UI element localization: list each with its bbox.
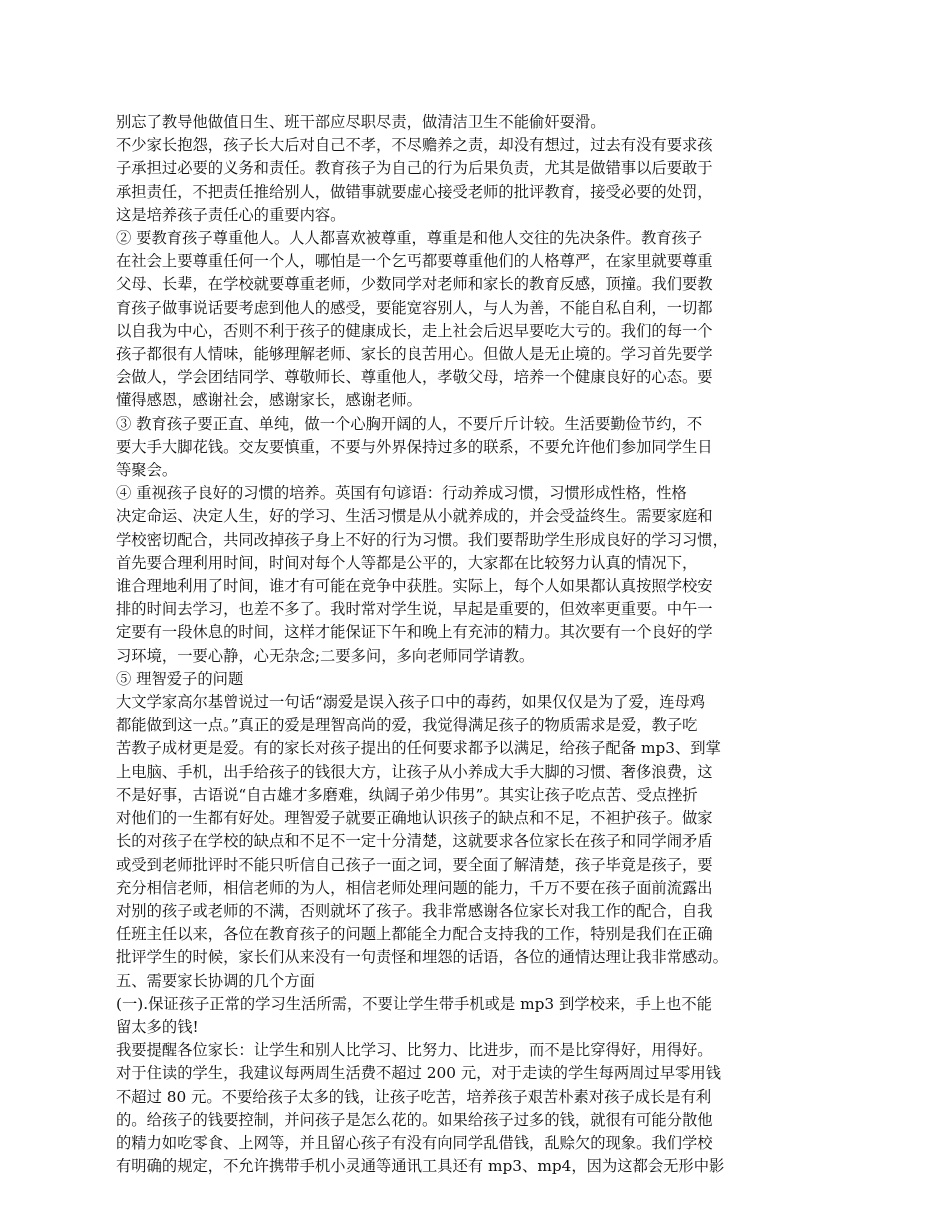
text-line: 或受到老师批评时不能只听信自己孩子一面之词，要全面了解清楚，孩子毕竟是孩子，要 — [116, 855, 713, 874]
text-line: 承担责任，不把责任推给别人，做错事就要虚心接受老师的批评教育，接受必要的处罚， — [116, 182, 713, 201]
text-line: 要大手大脚花钱。交友要慎重，不要与外界保持过多的联系，不要允许他们参加同学生日 — [116, 437, 713, 456]
paragraph — [116, 134, 860, 227]
text-line: 对他们的一生都有好处。理智爱子就要正确地认识孩子的缺点和不足，不袒护孩子。做家 — [116, 809, 713, 828]
text-line: 育孩子做事说话要考虑到他人的感受，要能宽容别人，与人为善，不能自私自利，一切都 — [116, 298, 713, 317]
text-line: 不少家长抱怨，孩子长大后对自己不孝，不尽赡养之责，却没有想过，过去有没有要求孩 — [116, 136, 713, 155]
paragraph — [116, 227, 860, 413]
paragraph — [116, 1039, 860, 1178]
text-line: ④ 重视孩子良好的习惯的培养。英国有句谚语：行动养成习惯，习惯形成性格，性格 — [116, 484, 687, 503]
text-line: 排的时间去学习，也差不多了。我时常对学生说，早起是重要的，但效率更重要。中午一 — [116, 600, 713, 619]
text-line: 孩子都很有人情味，能够理解老师、家长的良苦用心。但做人是无止境的。学习首先要学 — [116, 345, 713, 364]
paragraph — [116, 668, 860, 691]
text-line: ⑤ 理智爱子的问题 — [116, 669, 244, 688]
text-line: 留太多的钱! — [116, 1017, 199, 1036]
text-line: ② 要教育孩子尊重他人。人人都喜欢被尊重，尊重是和他人交往的先决条件。教育孩子 — [116, 229, 703, 248]
text-line: 有明确的规定，不允许携带手机小灵通等通讯工具还有 mp3、mp4，因为这都会无形中影 — [116, 1157, 725, 1176]
text-line: 的精力如吃零食、上网等，并且留心孩子有没有向同学乱借钱，乱赊欠的现象。我们学校 — [116, 1133, 713, 1152]
text-line: 以自我为中心，否则不利于孩子的健康成长，走上社会后迟早要吃大亏的。我们的每一个 — [116, 321, 713, 340]
document-body — [116, 111, 860, 1178]
text-line: 充分相信老师，相信老师的为人，相信老师处理问题的能力，千万不要在孩子面前流露出 — [116, 878, 713, 897]
text-line: 苦教子成材更是爱。有的家长对孩子提出的任何要求都予以满足，给孩子配备 mp3、到掌 — [116, 739, 721, 758]
text-line: 会做人，学会团结同学、尊敬师长、尊重他人，孝敬父母，培养一个健康良好的心态。要 — [116, 368, 713, 387]
text-line: 这是培养孩子责任心的重要内容。 — [116, 205, 346, 224]
text-line: 习环境，一要心静，心无杂念;二要多问，多向老师同学请教。 — [116, 646, 535, 665]
paragraph — [116, 970, 860, 993]
text-line: 我要提醒各位家长：让学生和别人比学习、比努力、比进步，而不是比穿得好，用得好。 — [116, 1041, 713, 1060]
text-line: 大文学家高尔基曾说过一句话“溺爱是误入孩子口中的毒药，如果仅仅是为了爱，连母鸡 — [116, 693, 706, 712]
text-line: 任班主任以来，各位在教育孩子的问题上都能全力配合支持我的工作，特别是我们在正确 — [116, 925, 713, 944]
text-line: 决定命运、决定人生，好的学习、生活习惯是从小就养成的，并会受益终生。需要家庭和 — [116, 507, 713, 526]
text-line: (一).保证孩子正常的学习生活所需，不要让学生带手机或是 mp3 到学校来，手上也不能 — [116, 994, 712, 1013]
text-line: 别忘了教导他做值日生、班干部应尽职尽责，做清洁卫生不能偷奸耍滑。 — [116, 113, 606, 131]
text-line: 批评学生的时候，家长们从来没有一句责怪和埋怨的话语，各位的通情达理让我非常感动。 — [116, 948, 728, 967]
text-line: 等聚会。 — [116, 461, 178, 480]
paragraph — [116, 993, 860, 1039]
paragraph — [116, 111, 860, 134]
text-line: 对别的孩子或老师的不满，否则就坏了孩子。我非常感谢各位家长对我工作的配合，自我 — [116, 901, 713, 920]
text-line: ③ 教育孩子要正直、单纯，做一个心胸开阔的人，不要斤斤计较。生活要勤俭节约，不 — [116, 414, 703, 433]
text-line: 不是好事，古语说“自古雄才多磨难，纨阔子弟少伟男”。其实让孩子吃点苦、受点挫折 — [116, 785, 698, 804]
text-line: 对于住读的学生，我建议每两周生活费不超过 200 元，对于走读的学生每两周过早零用钱 — [116, 1064, 721, 1083]
text-line: 五、需要家长协调的几个方面 — [116, 971, 315, 990]
text-line: 子承担过必要的义务和责任。教育孩子为自己的行为后果负责，尤其是做错事以后要敢于 — [116, 159, 713, 178]
text-line: 首先要合理利用时间，时间对每个人等都是公平的，大家都在比较努力认真的情况下， — [116, 553, 698, 572]
text-line: 长的对孩子在学校的缺点和不足不一定十分清楚，这就要求各位家长在孩子和同学闹矛盾 — [116, 832, 713, 851]
text-line: 上电脑、手机，出手给孩子的钱很大方，让孩子从小养成大手大脚的习惯、奢侈浪费，这 — [116, 762, 713, 781]
text-line: 在社会上要尊重任何一个人，哪怕是一个乞丐都要尊重他们的人格尊严，在家里就要尊重 — [116, 252, 713, 271]
text-line: 都能做到这一点。”真正的爱是理智高尚的爱，我觉得满足孩子的物质需求是爱，教子吃 — [116, 716, 698, 735]
text-line: 学校密切配合，共同改掉孩子身上不好的行为习惯。我们要帮助学生形成良好的学习习惯， — [116, 530, 728, 549]
text-line: 父母、长辈，在学校就要尊重老师，少数同学对老师和家长的教育反感，顶撞。我们要教 — [116, 275, 713, 294]
text-line: 谁合理地利用了时间，谁才有可能在竞争中获胜。实际上，每个人如果都认真按照学校安 — [116, 577, 713, 596]
text-line: 定要有一段休息的时间，这样才能保证下午和晚上有充沛的精力。其次要有一个良好的学 — [116, 623, 713, 642]
text-line: 的。给孩子的钱要控制，并问孩子是怎么花的。如果给孩子过多的钱，就很有可能分散他 — [116, 1110, 713, 1129]
paragraph — [116, 413, 860, 483]
paragraph — [116, 482, 860, 668]
text-line: 懂得感恩，感谢社会，感谢家长，感谢老师。 — [116, 391, 422, 410]
text-line: 不超过 80 元。不要给孩子太多的钱，让孩子吃苦，培养孩子艰苦朴素对孩子成长是有利 — [116, 1087, 712, 1106]
paragraph — [116, 691, 860, 969]
